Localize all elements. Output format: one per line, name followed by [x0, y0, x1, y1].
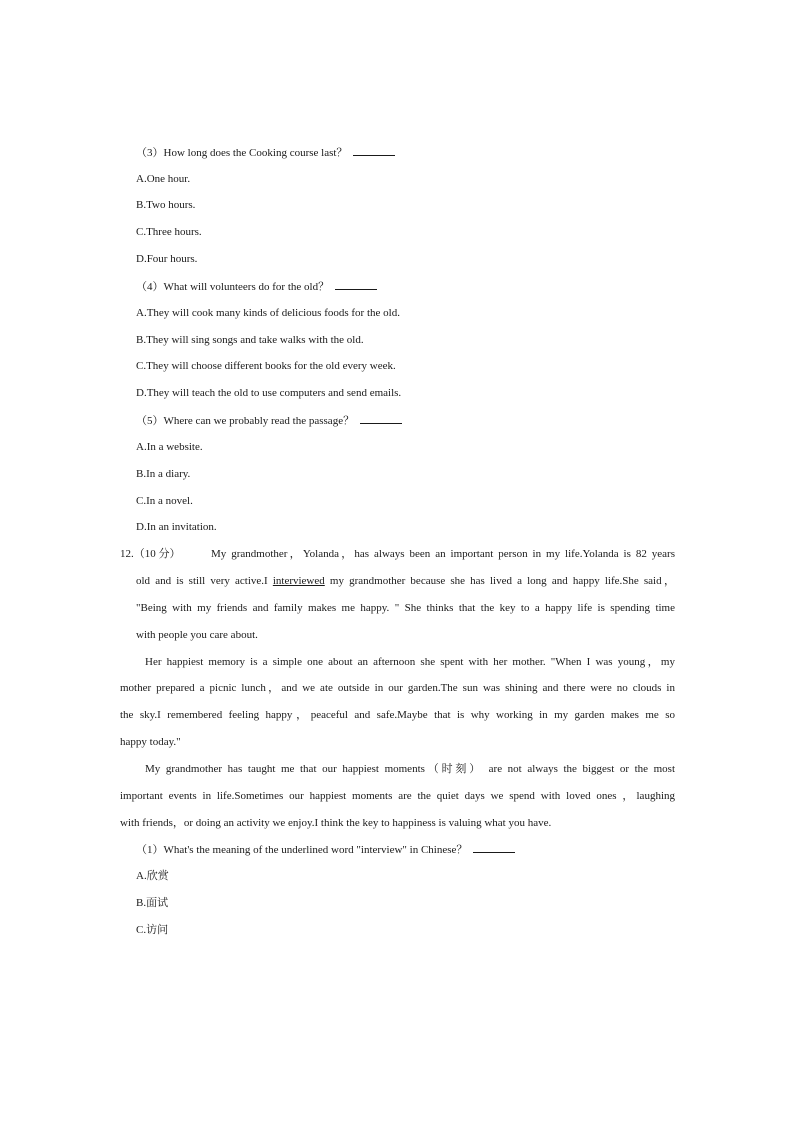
question-5-option-d: D.In an invitation. — [136, 521, 217, 533]
passage-p3-line2: important events in life.Sometimes our happiest moments are the quiet days we spend with loved ones ，laughing — [120, 790, 675, 802]
question-3-option-c: C.Three hours. — [136, 226, 202, 238]
question-12-1-stem: （1）What's the meaning of the underlined word "interview" in Chinese？ — [136, 842, 515, 857]
question-5-stem: （5）Where can we probably read the passage？ — [136, 413, 402, 428]
answer-blank — [353, 145, 395, 156]
passage-p1-line3: "Being with my friends and family makes me happy. " She thinks that the key to a happy life is spending time — [136, 602, 675, 614]
question-5-option-c: C.In a novel. — [136, 495, 193, 507]
passage-p1-line1: My grandmother，Yolanda，has always been an important person in my life.Yolanda is 82 years — [211, 548, 675, 560]
question-12-number: 12.（10 分） — [120, 548, 181, 560]
answer-blank — [473, 842, 515, 853]
question-3-option-a: A.One hour. — [136, 173, 191, 185]
answer-blank — [335, 279, 377, 290]
passage-p3-line3: with friends，or doing an activity we enjoy.I think the key to happiness is valuing what you have. — [120, 817, 552, 829]
question-3-stem: （3）How long does the Cooking course last？ — [136, 145, 395, 160]
question-4-stem: （4）What will volunteers do for the old？ — [136, 279, 377, 294]
question-4-option-a: A.They will cook many kinds of delicious foods for the old. — [136, 307, 400, 319]
underlined-word: interviewed — [272, 575, 325, 587]
question-5-option-b: B.In a diary. — [136, 468, 191, 480]
passage-p3-line1: My grandmother has taught me that our happiest moments（时刻） are not always the biggest or the most — [145, 763, 675, 775]
passage-p2-line2: mother prepared a picnic lunch，and we ate outside in our garden.The sun was shining and there were no clouds in — [120, 682, 675, 694]
passage-p2-line1: Her happiest memory is a simple one about an afternoon she spent with her mother. "When I was young，my — [145, 656, 675, 668]
passage-p2-line4: happy today." — [120, 736, 181, 748]
question-4-option-b: B.They will sing songs and take walks with the old. — [136, 334, 364, 346]
question-12-1-option-a: A.欣赏 — [136, 870, 169, 882]
question-3-option-b: B.Two hours. — [136, 199, 196, 211]
question-5-option-a: A.In a website. — [136, 441, 203, 453]
question-3-option-d: D.Four hours. — [136, 253, 198, 265]
passage-p1-line4: with people you care about. — [136, 629, 258, 641]
question-12-1-option-b: B.面试 — [136, 897, 169, 909]
question-4-option-d: D.They will teach the old to use computers and send emails. — [136, 387, 402, 399]
passage-p1-line2: old and is still very active.I interviewed my grandmother because she has lived a long and happy life.She said， — [136, 575, 675, 587]
answer-blank — [360, 413, 402, 424]
question-12-1-option-c: C.访问 — [136, 924, 169, 936]
question-4-option-c: C.They will choose different books for the old every week. — [136, 360, 396, 372]
passage-p2-line3: the sky.I remembered feeling happy，peaceful and safe.Maybe that is why working in my garden makes me so — [120, 709, 675, 721]
